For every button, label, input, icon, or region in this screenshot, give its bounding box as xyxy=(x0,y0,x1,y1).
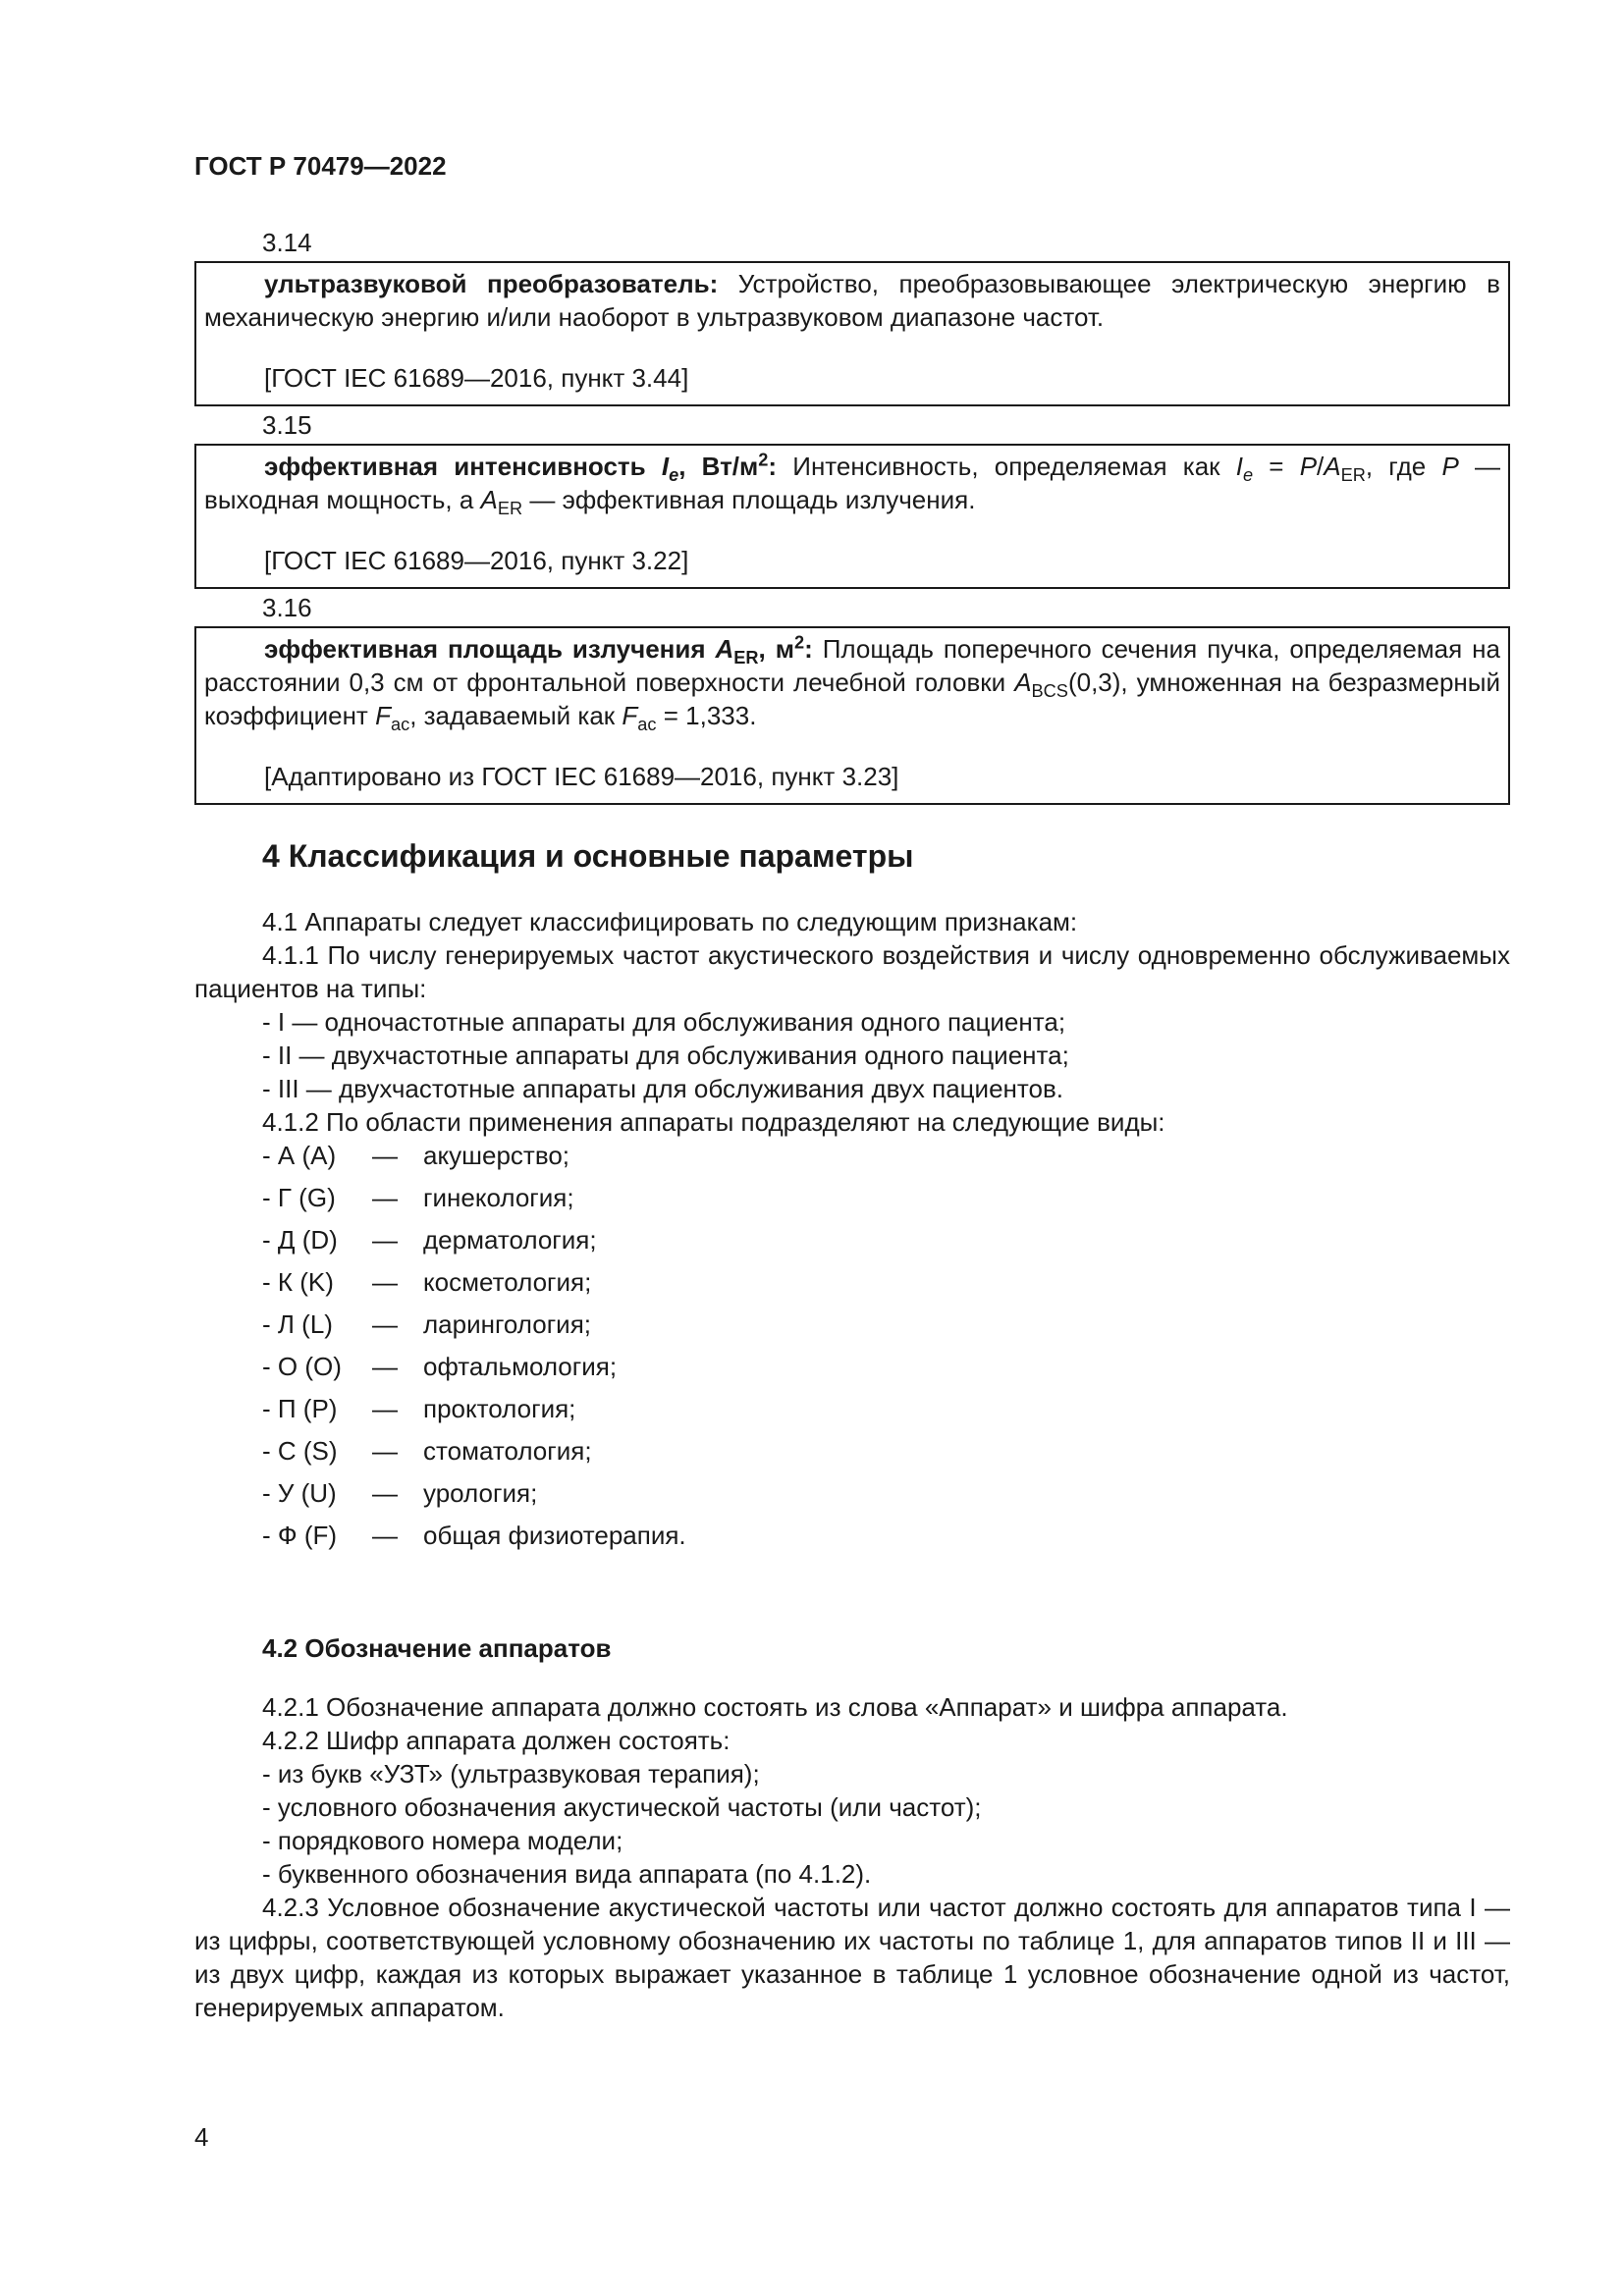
paragraph: 4.1.2 По области применения аппараты подразделяют на следующие виды: xyxy=(262,1107,1165,1137)
list-item: - порядкового номера модели; xyxy=(262,1826,623,1855)
term-source: [Адаптировано из ГОСТ IEC 61689—2016, пункт 3.23] xyxy=(264,762,899,791)
list-item: - II — двухчастотные аппараты для обслуживания одного пациента; xyxy=(262,1041,1069,1070)
document-header: ГОСТ Р 70479—2022 xyxy=(194,151,447,181)
paragraph: 4.1 Аппараты следует классифицировать по следующим признакам: xyxy=(262,907,1078,936)
term-box xyxy=(194,626,1510,805)
list-item: - из букв «УЗТ» (ультразвуковая терапия); xyxy=(262,1759,760,1789)
term-definition: эффективная интенсивность $I_e$, $Вт/м^2$: Интенсивность, определяемая как $I_e = P/A_{ER}$, где P — выходная мощность, а $A_{ER}$ — эффективная площадь излучения. xyxy=(204,450,1500,519)
term-source: [ГОСТ IEC 61689—2016, пункт 3.44] xyxy=(264,363,689,393)
term-source: [ГОСТ IEC 61689—2016, пункт 3.22] xyxy=(264,546,689,575)
term-number: 3.15 xyxy=(262,410,312,440)
term-definition: эффективная площадь излучения $A_{ER}$, $м^2$: Площадь поперечного сечения пучка, определяемая на расстоянии 0,3 см от фронтальной поверхности лечебной головки $A_{BCS}(0,3)$, умноженная на безразмерный коэффициент $F_{ac}$, задаваемый как $F_{ac} = 1,333$. xyxy=(204,632,1500,735)
page-number: 4 xyxy=(194,2122,209,2152)
term-number: 3.16 xyxy=(262,593,312,622)
section4-2-body xyxy=(194,1690,1510,2024)
term-title: ультразвуковой преобразователь: xyxy=(264,269,719,298)
paragraph: 4.2.1 Обозначение аппарата должно состоять из слова «Аппарат» и шифра аппарата. xyxy=(262,1692,1288,1722)
term-box xyxy=(194,444,1510,589)
paragraph: 4.2.3 Условное обозначение акустической частоты или частот должно состоять для аппаратов типа I — из цифры, соответствующей условному обозначению их частоты по таблице 1, для аппаратов типов II и III — из двух цифр, каждая из которых выражает указанное в таблице 1 условное обозначение одной из частот, генерируемых аппаратом. xyxy=(194,1893,1510,2022)
section4-body xyxy=(194,905,1510,1139)
term-title: эффективная интенсивность $I_e$, $Вт/м^2$: xyxy=(264,450,778,486)
list-item: - III — двухчастотные аппараты для обслуживания двух пациентов. xyxy=(262,1074,1064,1103)
list-item: - условного обозначения акустической частоты (или частот); xyxy=(262,1792,982,1822)
term-title: эффективная площадь излучения $A_{ER}$, $м^2$: xyxy=(264,632,813,668)
section-heading: 4 Классификация и основные параметры xyxy=(262,838,914,874)
term-definition: ультразвуковой преобразователь: Устройство, преобразовывающее электрическую энергию в механическую энергию и/или наоборот в ультразвуковом диапазоне частот. xyxy=(204,269,1500,332)
paragraph: 4.1.1 По числу генерируемых частот акустического воздействия и числу одновременно обслуживаемых пациентов на типы: xyxy=(194,940,1510,1003)
paragraph: 4.2.2 Шифр аппарата должен состоять: xyxy=(262,1726,731,1755)
term-box xyxy=(194,261,1510,406)
list-item: - I — одночастотные аппараты для обслуживания одного пациента; xyxy=(262,1007,1066,1037)
term-number: 3.14 xyxy=(262,228,312,257)
subsection-heading: 4.2 Обозначение аппаратов xyxy=(262,1633,612,1663)
list-item: - буквенного обозначения вида аппарата (по 4.1.2). xyxy=(262,1859,872,1889)
